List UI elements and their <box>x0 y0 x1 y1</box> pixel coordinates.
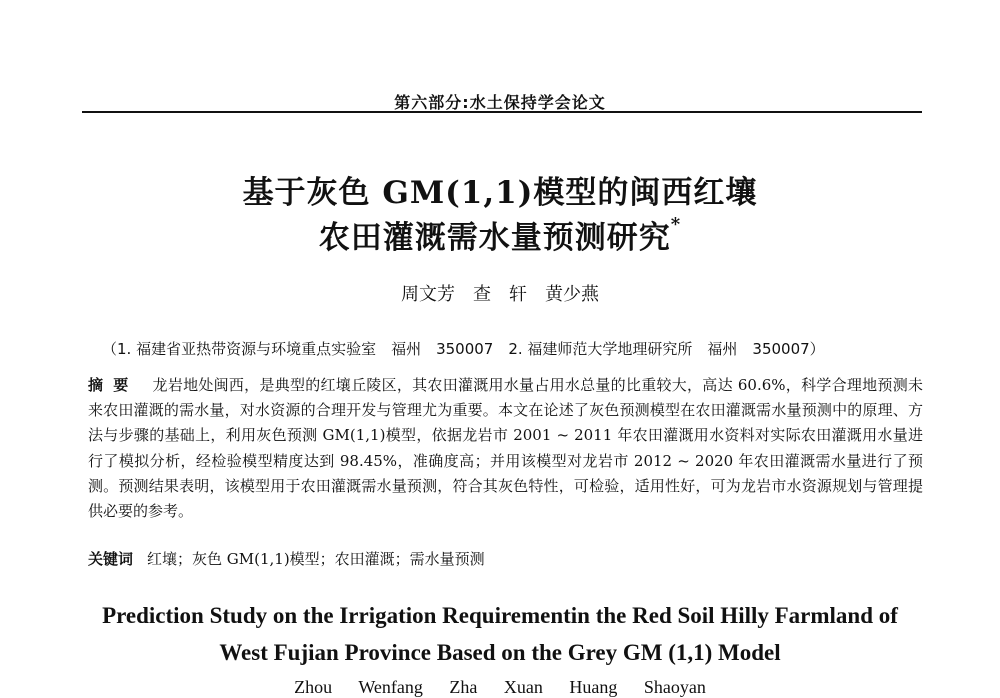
abstract <box>88 373 923 524</box>
keywords-label: 关键词 <box>88 550 134 568</box>
keywords <box>88 548 485 569</box>
english-title-line-1: Prediction Study on the Irrigation Requirementin the Red Soil Hilly Farmland of <box>102 603 898 628</box>
abstract-text: 龙岩地处闽西，是典型的红壤丘陵区，其农田灌溉用水量占用水总量的比重较大，高达 60.6%，科学合理地预测未来农田灌溉的需水量，对水资源的合理开发与管理尤为重要。本文在论述了灰色预测模型在农田灌溉需水量预测中的原理、方法与步骤的基础上，利用灰色预测 GM(1,1)模型，依据龙岩市 2001 ~ 2011 年农田灌溉用水资料对实际农田灌溉用水量进行了模拟分析，经检验模型精度达到 98.45%，准确度高；并用该模型对龙岩市 2012 ~ 2020 年农田灌溉需水量进行了预测。预测结果表明，该模型用于农田灌溉需水量预测，符合其灰色特性，可检验，适用性好，可为龙岩市水资源规划与管理提供必要的参考。 <box>88 376 923 521</box>
title-line-1-text: 基于灰色 GM(1,1)模型的闽西红壤 <box>242 175 758 211</box>
title-footnote-mark: * <box>670 214 682 235</box>
affiliation: （1. 福建省亚热带资源与环境重点实验室 福州 350007 2. 福建师范大学地理研究所 福州 350007） <box>102 340 825 358</box>
abstract-label: 摘要 <box>88 376 139 394</box>
authors: 周文芳 查 轩 黄少燕 <box>401 284 599 305</box>
keywords-text: 红壤；灰色 GM(1,1)模型；农田灌溉；需水量预测 <box>147 550 485 568</box>
section-header: 第六部分:水土保持学会论文 <box>394 93 606 112</box>
header-rule <box>82 111 922 113</box>
title-line-2 <box>0 212 1000 257</box>
title-line-1 <box>0 167 1000 212</box>
title-line-2-text: 农田灌溉需水量预测研究 <box>318 220 671 256</box>
english-authors: Zhou Wenfang Zha Xuan Huang Shaoyan <box>294 677 706 697</box>
english-title-line-2: West Fujian Province Based on the Grey GM (1,1) Model <box>219 640 781 665</box>
